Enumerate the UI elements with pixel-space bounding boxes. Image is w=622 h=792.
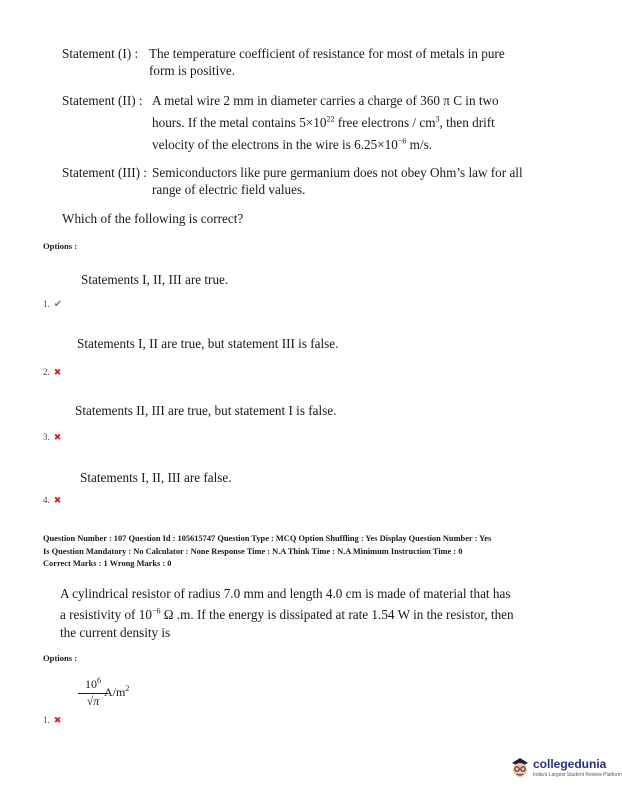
meta-line-3: Correct Marks : 1 Wrong Marks : 0 — [43, 559, 172, 568]
options-label: Options : — [43, 241, 78, 251]
option-4-number: 4. — [43, 495, 50, 505]
cross-icon: ✖ — [53, 495, 62, 505]
logo-tagline: India's Largest Student Review Platform — [533, 772, 622, 778]
statement-2 — [62, 92, 499, 152]
statement-1-line2: form is positive. — [149, 63, 236, 78]
logo-name: collegedunia — [533, 757, 607, 771]
question-2-line1: A cylindrical resistor of radius 7.0 mm and length 4.0 cm is made of material that has — [60, 586, 511, 601]
question-2-line3: the current density is — [60, 625, 171, 641]
statement-2-line2: hours. If the metal contains $5\times 10^{22}$ free electrons / $cm^3$, then drift — [152, 114, 495, 130]
mascot-icon — [509, 755, 531, 779]
option-3-number: 3. — [43, 432, 50, 442]
statement-2-line1: A metal wire 2 mm in diameter carries a charge of 360 π C in two — [152, 93, 499, 108]
statement-1-line1: The temperature coefficient of resistance for most of metals in pure — [149, 46, 505, 61]
option-q2-1-unit: $A/m^2$ — [104, 684, 130, 699]
option-2-number: 2. — [43, 367, 50, 377]
option-2[interactable] — [43, 362, 61, 380]
meta-line-1: Question Number : 107 Question Id : 105615747 Question Type : MCQ Option Shuffling : Yes Display Question Number : Yes — [43, 534, 492, 543]
fraction-denominator: √π — [86, 694, 100, 708]
meta-line-2: Is Question Mandatory : No Calculator : None Response Time : N.A Think Time : N.A Minimum Instruction Time : 0 — [43, 546, 463, 556]
option-4-text: Statements I, II, III are false. — [80, 470, 232, 485]
statement-3-line2: range of electric field values. — [152, 182, 306, 197]
option-3[interactable] — [43, 427, 61, 445]
question-text: Which of the following is correct? — [62, 211, 244, 226]
statement-1 — [62, 45, 505, 78]
option-q2-1[interactable] — [43, 710, 61, 728]
statement-2-label: Statement (II) : — [62, 93, 143, 108]
check-icon: ✔ — [53, 299, 63, 310]
statement-3-line1: Semiconductors like pure germanium does not obey Ohm’s law for all — [152, 165, 523, 180]
option-q2-1-number: 1. — [43, 715, 50, 725]
statement-2-line3: velocity of the electrons in the wire is $6.25\times 10^{-6}$ m/s. — [152, 136, 433, 152]
statement-1-label: Statement (I) : — [62, 46, 139, 61]
fraction-numerator: $10^6$ — [78, 676, 108, 694]
options-label-2: Options : — [43, 653, 78, 663]
cross-icon: ✖ — [53, 715, 62, 725]
option-3-text: Statements II, III are true, but statement I is false. — [75, 403, 337, 418]
option-1-number: 1. — [43, 299, 50, 309]
question-2-line2: a resistivity of $10^{-6}$ Ω .m. If the energy is dissipated at rate 1.54 W in the resistor, then — [60, 607, 514, 623]
option-4[interactable] — [43, 490, 61, 508]
question-meta — [43, 533, 491, 571]
option-1-text: Statements I, II, III are true. — [81, 272, 229, 287]
option-2-text: Statements I, II are true, but statement III is false. — [77, 336, 339, 351]
option-1[interactable] — [43, 294, 62, 312]
statement-3 — [62, 164, 523, 197]
cross-icon: ✖ — [53, 367, 62, 377]
statement-3-label: Statement (III) : — [62, 165, 147, 180]
cross-icon: ✖ — [53, 432, 62, 442]
question-2-text — [60, 585, 514, 642]
